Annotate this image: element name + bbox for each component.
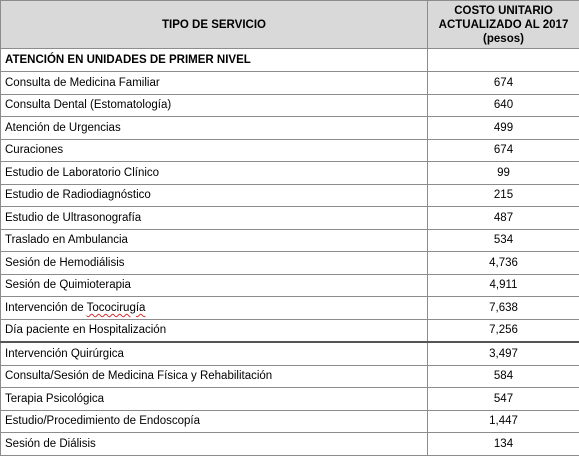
service-cell: Estudio de Radiodiagnóstico [1, 184, 428, 207]
section-title: ATENCIÓN EN UNIDADES DE PRIMER NIVEL [1, 49, 428, 72]
table-row [1, 319, 579, 342]
service-cell: Atención de Urgencias [1, 117, 428, 140]
cost-cell: 584 [428, 365, 579, 388]
service-cell: Consulta/Sesión de Medicina Física y Rehabilitación [1, 365, 428, 388]
service-cell: Traslado en Ambulancia [1, 229, 428, 252]
cost-cell: 674 [428, 139, 579, 162]
header-unit-cost-line2: ACTUALIZADO AL 2017 [432, 18, 575, 32]
table-row [1, 139, 579, 162]
service-cell: Curaciones [1, 139, 428, 162]
table-row [1, 207, 579, 230]
cost-cell: 4,736 [428, 252, 579, 275]
spellcheck-flagged-word: Tococirugía [87, 302, 146, 314]
cost-cell: 499 [428, 117, 579, 140]
table-row [1, 342, 579, 365]
table-row [1, 117, 579, 140]
header-unit-cost-line1: COSTO UNITARIO [432, 4, 575, 18]
cost-cell: 640 [428, 94, 579, 117]
table-row [1, 365, 579, 388]
cost-cell: 547 [428, 388, 579, 411]
service-cell: Sesión de Hemodiálisis [1, 252, 428, 275]
cost-cell: 674 [428, 72, 579, 95]
cost-cell: 1,447 [428, 410, 579, 433]
table-row [1, 274, 579, 297]
service-cell: Estudio de Ultrasonografía [1, 207, 428, 230]
section-row [1, 49, 579, 72]
table-row [1, 162, 579, 185]
service-cell: Estudio de Laboratorio Clínico [1, 162, 428, 185]
table-row [1, 388, 579, 411]
cost-cell: 7,638 [428, 297, 579, 320]
service-cell [1, 297, 428, 320]
cost-cell: 3,497 [428, 342, 579, 365]
service-cell: Estudio/Procedimiento de Endoscopía [1, 410, 428, 433]
service-cell: Consulta Dental (Estomatología) [1, 94, 428, 117]
table-row [1, 410, 579, 433]
service-cell: Consulta de Medicina Familiar [1, 72, 428, 95]
section-empty-cell [428, 49, 579, 72]
service-cell: Terapia Psicológica [1, 388, 428, 411]
header-unit-cost [428, 1, 579, 49]
table-row [1, 229, 579, 252]
cost-cell: 7,256 [428, 319, 579, 342]
cost-cell: 534 [428, 229, 579, 252]
service-cell: Intervención Quirúrgica [1, 342, 428, 365]
table-row [1, 433, 579, 456]
service-cell: Sesión de Diálisis [1, 433, 428, 456]
table-row [1, 252, 579, 275]
cost-cell: 215 [428, 184, 579, 207]
table-row [1, 72, 579, 95]
header-service-type: TIPO DE SERVICIO [1, 1, 428, 49]
service-prefix: Intervención de [5, 302, 87, 314]
cost-cell: 134 [428, 433, 579, 456]
table-row [1, 297, 579, 320]
service-cell: Día paciente en Hospitalización [1, 319, 428, 342]
table-row [1, 94, 579, 117]
cost-cell: 4,911 [428, 274, 579, 297]
header-unit-cost-line3: (pesos) [432, 32, 575, 46]
cost-cell: 487 [428, 207, 579, 230]
header-row [1, 1, 579, 49]
cost-cell: 99 [428, 162, 579, 185]
service-cell: Sesión de Quimioterapia [1, 274, 428, 297]
table-row [1, 184, 579, 207]
